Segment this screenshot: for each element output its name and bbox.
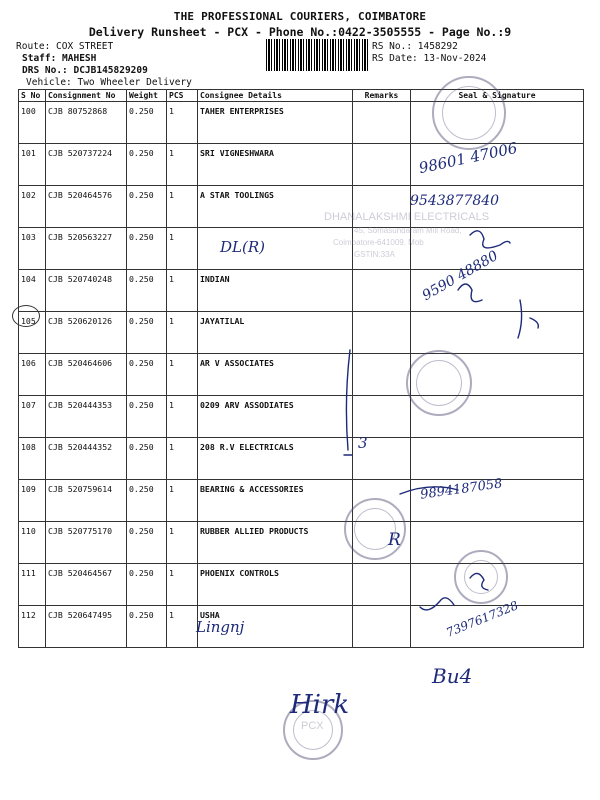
handwritten-mark-108: 3 — [358, 434, 368, 452]
cell-sno: 105 — [19, 312, 46, 354]
cell-pcs: 1 — [167, 354, 198, 396]
vehicle-label: Vehicle: Two Wheeler Delivery — [26, 77, 192, 88]
cell-consignee: PHOENIX CONTROLS — [198, 564, 353, 606]
col-header-sno: S No — [19, 90, 46, 102]
cell-sno: 100 — [19, 102, 46, 144]
cell-pcs: 1 — [167, 522, 198, 564]
col-header-consignment: Consignment No — [46, 90, 127, 102]
col-header-consignee: Consignee Details — [198, 90, 353, 102]
cell-consignee: TAHER ENTERPRISES — [198, 102, 353, 144]
cell-consignee: 208 R.V ELECTRICALS — [198, 438, 353, 480]
cell-consignment: CJB 520620126 — [46, 312, 127, 354]
cell-consignment: CJB 520647495 — [46, 606, 127, 648]
cell-consignment: CJB 520737224 — [46, 144, 127, 186]
cell-consignment: CJB 520464606 — [46, 354, 127, 396]
cell-weight: 0.250 — [127, 396, 167, 438]
rs-number: RS No.: 1458292 — [372, 41, 458, 52]
cell-pcs: 1 — [167, 186, 198, 228]
cell-weight: 0.250 — [127, 102, 167, 144]
cell-sno: 107 — [19, 396, 46, 438]
cell-weight: 0.250 — [127, 144, 167, 186]
cell-pcs: 1 — [167, 312, 198, 354]
staff-label: Staff: MAHESH — [22, 53, 97, 64]
cell-pcs: 1 — [167, 606, 198, 648]
handwritten-phone-109: 9894187058 — [419, 476, 504, 503]
signature-stroke-103 — [470, 231, 510, 248]
cell-consignee: 0209 ARV ASSODIATES — [198, 396, 353, 438]
cell-consignment: CJB 520444352 — [46, 438, 127, 480]
cell-sno: 102 — [19, 186, 46, 228]
signature-stroke-112 — [420, 598, 454, 610]
cell-consignee: SRI VIGNESHWARA — [198, 144, 353, 186]
electricals-stamp-line1: 45, Somasundaram Mill Road, — [354, 226, 462, 235]
electricals-stamp-line2: Coimbatore-641009. Mob — [333, 238, 424, 247]
signature-stroke-111 — [470, 573, 488, 590]
handwritten-phone-101: 98601 47006 — [417, 138, 519, 178]
cell-pcs: 1 — [167, 228, 198, 270]
cell-consignment: CJB 520444353 — [46, 396, 127, 438]
signature-stroke-104 — [458, 284, 482, 302]
runsheet-subtitle: Delivery Runsheet - PCX - Phone No.:0422-3505555 - Page No.:9 — [88, 25, 512, 39]
cell-consignee: JAYATILAL — [198, 312, 353, 354]
col-header-seal: Seal & Signature — [411, 90, 584, 102]
cell-consignee: INDIAN — [198, 270, 353, 312]
cell-pcs: 1 — [167, 396, 198, 438]
cell-consignee: USHA — [198, 606, 353, 648]
cell-pcs: 1 — [167, 144, 198, 186]
cell-consignment: CJB 520775170 — [46, 522, 127, 564]
cell-consignment: CJB 520740248 — [46, 270, 127, 312]
cell-sno: 112 — [19, 606, 46, 648]
cell-pcs: 1 — [167, 102, 198, 144]
cell-pcs: 1 — [167, 270, 198, 312]
rs-date: RS Date: 13-Nov-2024 — [372, 53, 487, 64]
cell-consignee: A STAR TOOLINGS — [198, 186, 353, 228]
electricals-stamp-name: DHANALAKSHMI ELECTRICALS — [324, 211, 490, 223]
cell-weight: 0.250 — [127, 270, 167, 312]
cell-sno: 103 — [19, 228, 46, 270]
cell-weight: 0.250 — [127, 312, 167, 354]
cell-weight: 0.250 — [127, 186, 167, 228]
pcx-stamp-text: PCX — [301, 720, 324, 732]
cell-weight: 0.250 — [127, 228, 167, 270]
electricals-stamp-line3: GSTIN:33A — [354, 250, 395, 259]
handwritten-mark-110: R — [388, 530, 401, 550]
cell-consignment: CJB 520464567 — [46, 564, 127, 606]
cell-sno: 111 — [19, 564, 46, 606]
handwritten-phone-104: 9590 48880 — [419, 247, 501, 305]
cell-consignee: RUBBER ALLIED PRODUCTS — [198, 522, 353, 564]
cell-weight: 0.250 — [127, 354, 167, 396]
cell-sno: 106 — [19, 354, 46, 396]
route-label: Route: COX STREET — [16, 41, 114, 52]
cell-weight: 0.250 — [127, 438, 167, 480]
cell-sno: 108 — [19, 438, 46, 480]
cell-consignment: CJB 520759614 — [46, 480, 127, 522]
cell-weight: 0.250 — [127, 522, 167, 564]
cell-consignee: BEARING & ACCESSORIES — [198, 480, 353, 522]
remarks-stroke-106-108 — [344, 350, 352, 455]
bottom-signature-left: Hirk — [290, 690, 350, 720]
cell-weight: 0.250 — [127, 606, 167, 648]
cell-sno: 101 — [19, 144, 46, 186]
col-header-remarks: Remarks — [353, 90, 411, 102]
company-title: THE PROFESSIONAL COURIERS, COIMBATORE — [173, 10, 427, 23]
drs-number: DRS No.: DCJB145829209 — [22, 65, 148, 76]
signature-stroke-109 — [400, 487, 458, 494]
cell-consignment: CJB 520563227 — [46, 228, 127, 270]
cell-weight: 0.250 — [127, 480, 167, 522]
cell-pcs: 1 — [167, 480, 198, 522]
cell-sno: 104 — [19, 270, 46, 312]
cell-consignee: AR V ASSOCIATES — [198, 354, 353, 396]
signature-stroke-105 — [518, 300, 538, 338]
col-header-weight: Weight — [127, 90, 167, 102]
cell-consignment: CJB 80752868 — [46, 102, 127, 144]
cell-weight: 0.250 — [127, 564, 167, 606]
cell-sno: 109 — [19, 480, 46, 522]
cell-consignment: CJB 520464576 — [46, 186, 127, 228]
cell-sno: 110 — [19, 522, 46, 564]
cell-pcs: 1 — [167, 564, 198, 606]
handwritten-phone-112: 7397617328 — [444, 598, 521, 640]
bottom-signature-right: Bu4 — [432, 664, 473, 688]
handwritten-mark-103: DL(R) — [220, 238, 265, 256]
col-header-pcs: PCS — [167, 90, 198, 102]
handwritten-name-112: Lingnj — [196, 618, 245, 636]
handwritten-phone-102: 9543877840 — [410, 193, 500, 209]
cell-pcs: 1 — [167, 438, 198, 480]
